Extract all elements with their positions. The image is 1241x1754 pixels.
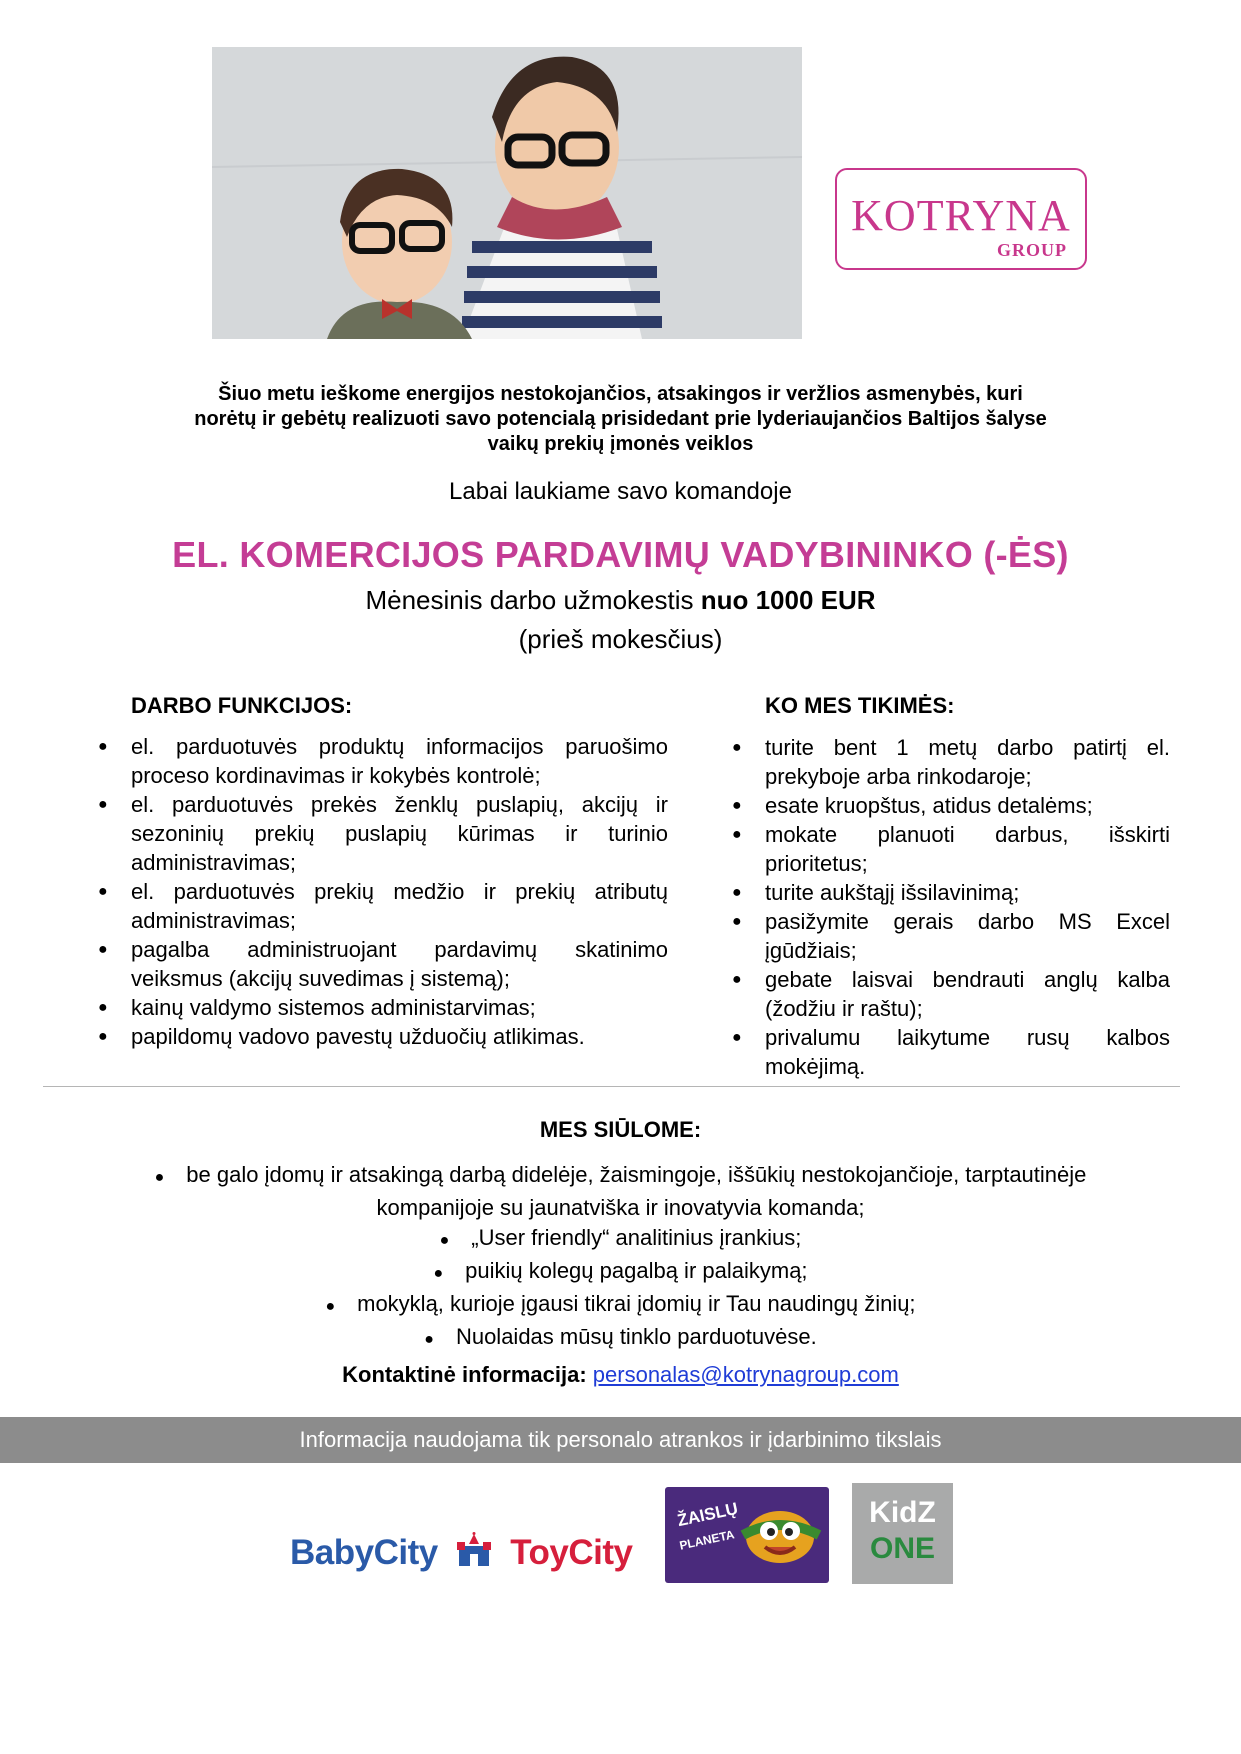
- list-item: [0, 1289, 1241, 1322]
- children-with-glasses-image: [212, 47, 802, 339]
- babycity-word-1: Baby: [290, 1533, 374, 1572]
- list-item: [728, 1023, 1170, 1081]
- salary-prefix: Mėnesinis darbo užmokestis: [365, 585, 701, 615]
- zaislu-planeta-logo: [665, 1487, 829, 1583]
- list-item-text: mokate planuoti darbus, išskirti prioritetus;: [765, 822, 1170, 876]
- list-item: [94, 993, 668, 1022]
- list-item: [728, 965, 1170, 1023]
- bullet-icon: ●: [732, 1029, 742, 1046]
- kotryna-group-logo: [835, 168, 1087, 270]
- list-item: [728, 733, 1170, 791]
- list-item-text: puikių kolegų pagalbą ir palaikymą;: [465, 1258, 808, 1283]
- list-item-text: Nuolaidas mūsų tinklo parduotuvėse.: [455, 1324, 817, 1349]
- planeta-word: PLANETA: [678, 1527, 736, 1553]
- salary-note: (prieš mokesčius): [518, 624, 723, 654]
- list-item-text: pasižymite gerais darbo MS Excel įgūdžiais;: [765, 909, 1170, 963]
- toycity-word-2: City: [568, 1533, 633, 1572]
- bullet-icon: ●: [732, 797, 742, 814]
- list-item-text: el. parduotuvės produktų informacijos paruošimo proceso kordinavimas ir kokybės kontrolė;: [131, 734, 668, 788]
- list-item: [94, 877, 668, 935]
- list-item: [0, 1256, 1241, 1289]
- bullet-icon: ●: [98, 796, 108, 813]
- list-item: [94, 732, 668, 790]
- expectations-list: [728, 733, 1170, 1081]
- offer-heading: MES SIŪLOME:: [539, 1117, 702, 1142]
- bullet-icon: ●: [98, 1028, 108, 1045]
- contact-email-link[interactable]: personalas@kotrynagroup.com: [592, 1362, 899, 1387]
- list-item-text: papildomų vadovo pavestų užduočių atlikimas.: [131, 1024, 585, 1049]
- list-item: [0, 1160, 1241, 1223]
- list-item-text: mokyklą, kurioje įgausi tikrai įdomių ir Tau naudingų žinių;: [357, 1291, 916, 1316]
- list-item: [728, 791, 1170, 820]
- bullet-icon: ●: [732, 884, 742, 901]
- list-item-text: turite aukštąjį išsilavinimą;: [765, 880, 1020, 905]
- list-item: [728, 820, 1170, 878]
- bullet-icon: ●: [732, 971, 742, 988]
- job-title: EL. KOMERCIJOS PARDAVIMŲ VADYBININKO (-ĖS): [172, 534, 1069, 575]
- list-item-text: gebate laisvai bendrauti anglų kalba (žodžiu ir raštu);: [765, 967, 1170, 1021]
- list-item: [0, 1322, 1241, 1355]
- salary-amount: nuo 1000 EUR: [700, 585, 876, 615]
- list-item-text: el. parduotuvės prekių medžio ir prekių atributų administravimas;: [131, 879, 668, 933]
- list-item-text: privalumu laikytume rusų kalbos mokėjimą.: [765, 1025, 1170, 1079]
- list-item-text: el. parduotuvės prekės ženklų puslapių, akcijų ir sezoninių prekių puslapių kūrimas ir turinio administravimas;: [131, 792, 668, 875]
- bullet-icon: ●: [98, 883, 108, 900]
- kidzone-logo: [852, 1483, 953, 1584]
- intro-line: vaikų prekių įmonės veiklos: [487, 433, 754, 455]
- list-item: [94, 1022, 668, 1051]
- babycity-toycity-logo: [290, 1532, 632, 1573]
- bullet-icon: ●: [732, 739, 742, 756]
- list-item-text: turite bent 1 metų darbo patirtį el. prekyboje arba rinkodaroje;: [765, 735, 1170, 789]
- toycity-word-1: Toy: [510, 1533, 569, 1572]
- intro-line: Šiuo metu ieškome energijos nestokojančios, atsakingos ir veržlios asmenybės, kuri: [218, 383, 1023, 405]
- list-item-text: kainų valdymo sistemos administarvimas;: [131, 995, 536, 1020]
- functions-list: [94, 732, 668, 1051]
- kidzone-word-2: ONE: [869, 1532, 935, 1565]
- section-divider: [43, 1086, 1180, 1087]
- bullet-icon: ●: [325, 1298, 336, 1315]
- contact-label: Kontaktinė informacija:: [342, 1362, 587, 1387]
- welcome-text: Labai laukiame savo komandoje: [449, 478, 792, 505]
- hero-photo: [212, 47, 802, 339]
- list-item: [94, 935, 668, 993]
- logo-wordmark: KOTRYNA: [851, 191, 1071, 240]
- logo-group-label: GROUP: [997, 240, 1067, 260]
- bullet-icon: ●: [732, 826, 742, 843]
- kidzone-word-1: KidZ: [869, 1496, 936, 1529]
- castle-icon: [455, 1532, 493, 1568]
- bullet-icon: ●: [439, 1232, 450, 1249]
- salary-line: [0, 585, 1241, 616]
- bullet-icon: ●: [98, 941, 108, 958]
- list-item: [0, 1223, 1241, 1256]
- expectations-heading: KO MES TIKIMĖS:: [765, 693, 955, 718]
- intro-text: [0, 382, 1241, 457]
- footer-notice: Informacija naudojama tik personalo atrankos ir įdarbinimo tikslais: [0, 1417, 1241, 1463]
- bullet-icon: ●: [154, 1169, 165, 1186]
- list-item: [728, 878, 1170, 907]
- babycity-word-2: City: [373, 1533, 438, 1572]
- bullet-icon: ●: [433, 1265, 444, 1282]
- mascot-icon: [735, 1495, 825, 1577]
- bullet-icon: ●: [98, 738, 108, 755]
- list-item-text: esate kruopštus, atidus detalėms;: [765, 793, 1093, 818]
- list-item: [94, 790, 668, 877]
- list-item-text: „User friendly“ analitinius įrankius;: [471, 1225, 802, 1250]
- contact-line: [0, 1362, 1241, 1388]
- list-item: [728, 907, 1170, 965]
- offer-list: [0, 1160, 1241, 1355]
- intro-line: norėtų ir gebėtų realizuoti savo potencialą prisidedant prie lyderiaujančios Baltijos šalyse: [194, 408, 1047, 430]
- list-item-text: be galo įdomų ir atsakingą darbą didelėje, žaismingoje, iššūkių nestokojančioje, tarptautinėje kompanijoje su jaunatviška ir inovatyvia komanda;: [186, 1162, 1087, 1220]
- bullet-icon: ●: [424, 1331, 434, 1348]
- bullet-icon: ●: [98, 999, 108, 1016]
- zaislu-word: ŽAISLŲ: [675, 1498, 740, 1531]
- bullet-icon: ●: [732, 913, 742, 930]
- list-item-text: pagalba administruojant pardavimų skatinimo veiksmus (akcijų suvedimas į sistemą);: [131, 937, 668, 991]
- functions-heading: DARBO FUNKCIJOS:: [131, 693, 353, 718]
